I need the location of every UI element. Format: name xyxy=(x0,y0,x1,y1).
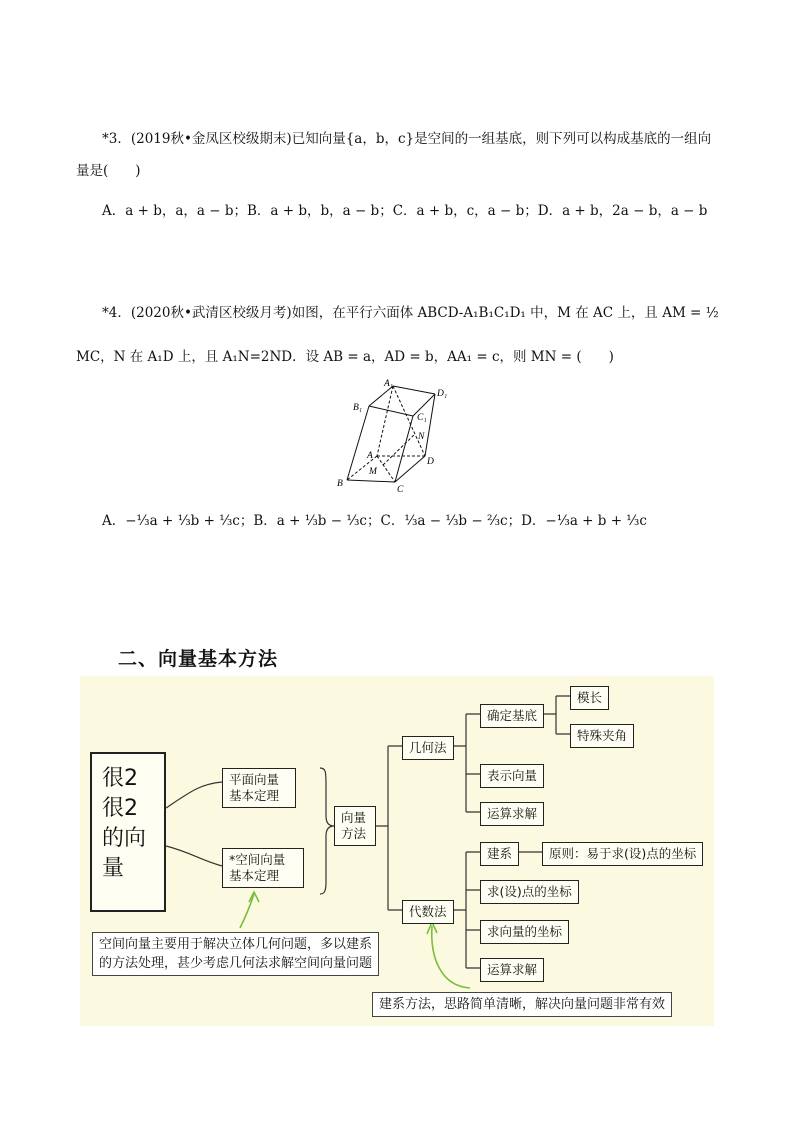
label-d1: D₁ xyxy=(437,389,448,399)
q3-line2: 量是( ) xyxy=(76,163,141,179)
label-m: M xyxy=(369,467,377,477)
note-left-line1: 空间向量主要用于解决立体几何问题，多以建系 xyxy=(99,937,373,952)
geometric-method-node: 几何法 xyxy=(402,736,454,760)
alg-item-solve: 运算求解 xyxy=(480,958,544,982)
q4-line2: MC，N 在 A₁D 上，且 A₁N=2ND．设 AB = a，AD = b，AA₁ = c，则 MN = ( ) xyxy=(76,349,614,365)
mind-map xyxy=(80,676,714,1026)
q4-line1: *4．(2020秋•武清区校级月考)如图，在平行六面体 ABCD-A₁B₁C₁D₁ 中，M 在 AC 上，且 AM = ½ xyxy=(102,305,719,321)
note-left-line2: 的方法处理，甚少考虑几何法求解空间向量问题 xyxy=(99,956,373,971)
label-d: D xyxy=(427,457,434,467)
algebraic-method-node: 代数法 xyxy=(402,900,454,924)
q3-line1: *3．(2019秋•金凤区校级期末)已知向量{a，b，c}是空间的一组基底，则下列可以构成基底的一组向 xyxy=(102,131,712,147)
basis-item-length: 模长 xyxy=(570,686,609,710)
parallelepiped-figure xyxy=(333,376,448,495)
geo-item-basis: 确定基底 xyxy=(480,704,544,728)
geo-item-solve: 运算求解 xyxy=(480,802,544,826)
root-node: 很2很2的向量 xyxy=(90,752,166,912)
note-right: 建系方法，思路简单清晰，解决向量问题非常有效 xyxy=(372,992,672,1017)
label-b1: B₁ xyxy=(353,403,363,413)
principle-node: 原则：易于求(设)点的坐标 xyxy=(542,842,703,866)
label-a: A xyxy=(367,451,373,461)
basis-item-angle: 特殊夹角 xyxy=(570,724,634,748)
label-b: B xyxy=(337,479,343,489)
note-left xyxy=(92,932,379,976)
label-n: N xyxy=(418,432,425,442)
plane-theorem-node: 平面向量基本定理 xyxy=(222,768,296,808)
alg-item-vectors: 求向量的坐标 xyxy=(480,920,569,944)
label-c1: C₁ xyxy=(417,413,427,423)
alg-item-coordinate-system: 建系 xyxy=(480,842,519,866)
label-c: C xyxy=(397,485,404,495)
q3-options: A．a + b，a，a − b；B．a + b，b，a − b；C．a + b，c，a − b；D．a + b，2a − b，a − b xyxy=(102,203,708,219)
label-a1: A₁ xyxy=(384,379,394,389)
space-theorem-node: *空间向量基本定理 xyxy=(222,848,304,888)
alg-item-points: 求(设)点的坐标 xyxy=(480,880,579,904)
geo-item-represent: 表示向量 xyxy=(480,764,544,788)
q4-options: A．−⅓a + ⅓b + ⅓c；B．a + ⅓b − ⅓c；C．⅓a − ⅓b − ⅔c；D．−⅓a + b + ⅓c xyxy=(102,513,647,529)
method-node: 向量方法 xyxy=(334,806,376,846)
section-title: 二、向量基本方法 xyxy=(118,648,279,670)
